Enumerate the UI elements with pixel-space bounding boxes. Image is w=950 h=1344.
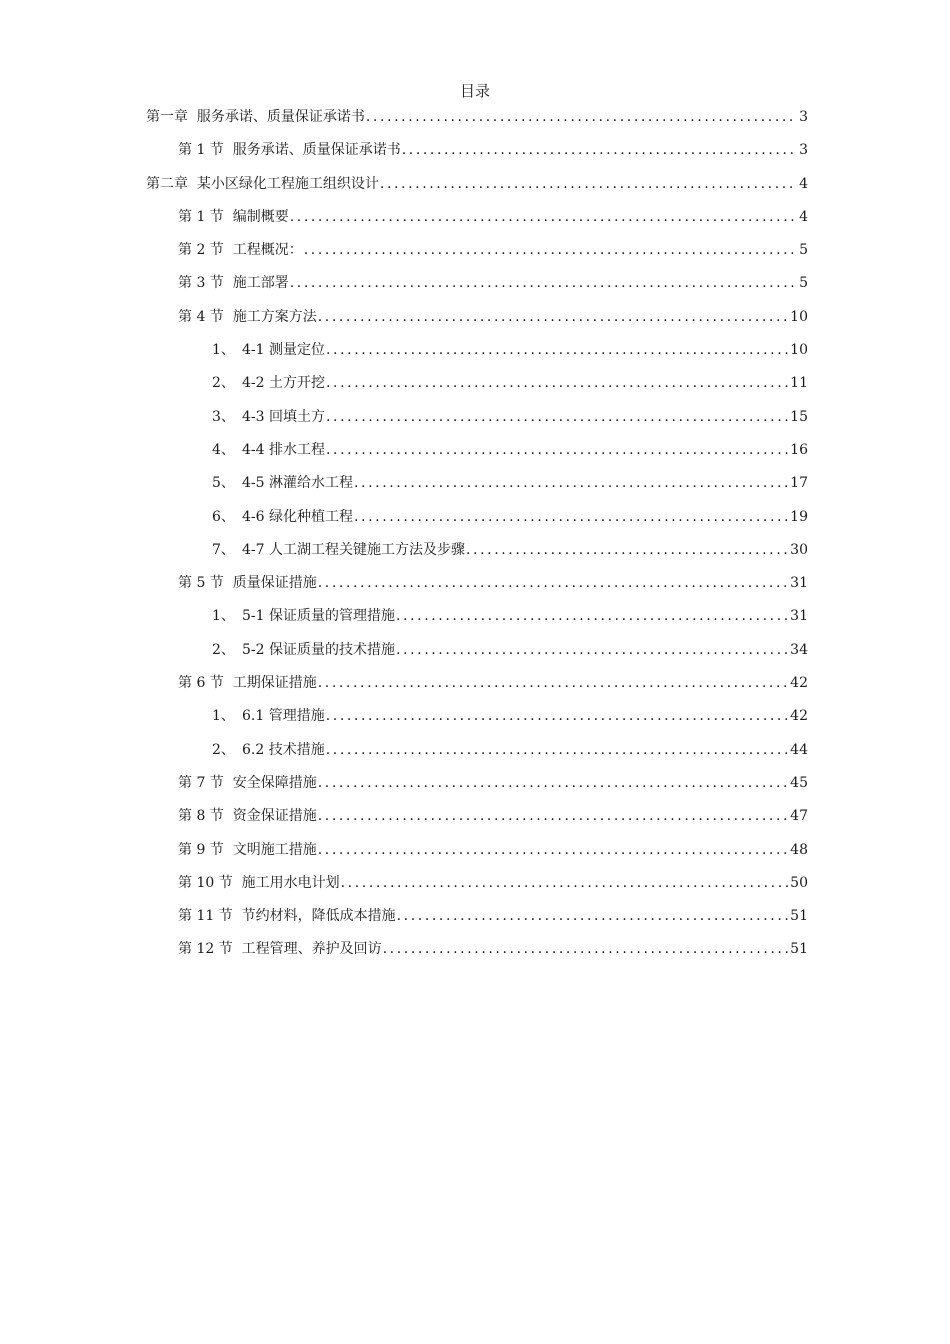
toc-entry-spacer: [224, 572, 233, 594]
toc-dot-leader: [326, 705, 788, 727]
toc-dot-leader: [290, 272, 797, 294]
toc-entry-spacer: [224, 206, 233, 228]
toc-entry-number: 3、: [212, 408, 235, 425]
toc-dot-leader: [466, 539, 788, 561]
toc-entry[interactable]: [146, 506, 808, 539]
toc-entry-spacer: [224, 239, 233, 261]
toc-entry-number: 5、: [212, 475, 235, 492]
toc-entry-page-number: 15: [790, 408, 808, 425]
toc-entry-page-number: 5: [799, 242, 808, 259]
toc-entry-title: 5-2 保证质量的技术措施: [242, 641, 395, 658]
toc-title: 目录: [459, 82, 490, 100]
toc-entry-page-number: 11: [790, 375, 808, 392]
toc-entry-page-number: 4: [799, 208, 808, 225]
toc-entry[interactable]: [146, 705, 808, 738]
toc-entry-page-number: 45: [790, 774, 808, 791]
toc-entry-title: 施工方案方法: [232, 308, 317, 325]
toc-entry-page-number: 34: [790, 641, 808, 658]
toc-entry[interactable]: [146, 772, 808, 805]
toc-entry[interactable]: [146, 239, 808, 272]
toc-dot-leader: [326, 439, 788, 461]
toc-entry-number: 第 6 节: [178, 675, 224, 692]
toc-entry[interactable]: [146, 539, 808, 572]
toc-entry-title: 安全保障措施: [232, 774, 317, 791]
toc-entry-number: 第 7 节: [178, 774, 224, 791]
toc-entry-number: 第 3 节: [178, 275, 224, 292]
toc-entry-title: 4-6 绿化种植工程: [242, 508, 353, 525]
toc-entry[interactable]: [146, 639, 808, 672]
toc-entry-title: 工程管理、养护及回访: [241, 941, 382, 958]
toc-entry-number: 2、: [212, 741, 235, 758]
toc-entry-number: 第 10 节: [178, 874, 233, 891]
toc-entry-spacer: [233, 938, 242, 960]
toc-dot-leader: [380, 173, 797, 195]
toc-dot-leader: [402, 139, 797, 161]
toc-entry-number: 第一章: [146, 109, 188, 125]
toc-entry-spacer: [224, 805, 233, 827]
toc-entry-spacer: [233, 872, 242, 894]
toc-entry-title: 6.2 技术措施: [242, 741, 325, 758]
toc-entry[interactable]: [146, 672, 808, 705]
toc-entry-title: 施工部署: [232, 275, 289, 292]
toc-entry[interactable]: [146, 805, 808, 838]
toc-dot-leader: [326, 406, 788, 428]
toc-entry[interactable]: [146, 905, 808, 938]
toc-dot-leader: [354, 506, 788, 528]
toc-entry-number: 第二章: [146, 175, 188, 192]
toc-entry-page-number: 42: [790, 675, 808, 692]
toc-entry-title: 5-1 保证质量的管理措施: [242, 608, 395, 625]
toc-entry-page-number: 4: [799, 175, 808, 192]
toc-entry[interactable]: [146, 339, 808, 372]
toc-entry[interactable]: [146, 106, 808, 139]
toc-entry[interactable]: [146, 139, 808, 172]
toc-dot-leader: [341, 872, 789, 894]
toc-entry[interactable]: [146, 206, 808, 239]
toc-dot-leader: [383, 938, 789, 960]
toc-entry-number: 6、: [212, 508, 235, 525]
toc-entry-title: 4-1 测量定位: [242, 342, 325, 359]
toc-entry-number: 第 4 节: [178, 308, 224, 325]
toc-entry-title: 质量保证措施: [232, 575, 317, 592]
toc-entry-title: 服务承诺、质量保证承诺书: [196, 109, 365, 125]
toc-entry-page-number: 3: [799, 142, 808, 159]
toc-dot-leader: [326, 372, 788, 394]
toc-entry-number: 第 1 节: [178, 208, 224, 225]
toc-entry-page-number: 31: [790, 608, 808, 625]
toc-entry[interactable]: [146, 173, 808, 206]
toc-entry-number: 第 12 节: [178, 941, 233, 958]
toc-dot-leader: [326, 739, 788, 761]
toc-entry-title: 4-5 淋灌给水工程: [242, 475, 353, 492]
toc-entry-page-number: 51: [790, 908, 808, 925]
toc-entry-page-number: 10: [790, 342, 808, 359]
toc-entry-spacer: [224, 306, 233, 328]
toc-entry-title: 编制概要: [232, 208, 289, 225]
toc-dot-leader: [396, 639, 788, 661]
toc-entry-page-number: 17: [790, 475, 808, 492]
table-of-contents: [146, 106, 808, 972]
toc-entry-number: 第 1 节: [178, 142, 224, 159]
toc-dot-leader: [396, 605, 788, 627]
toc-entry-number: 1、: [212, 608, 235, 625]
toc-dot-leader: [318, 306, 788, 328]
toc-entry-spacer: [233, 905, 242, 927]
toc-entry[interactable]: [146, 439, 808, 472]
toc-entry-title: 6.1 管理措施: [242, 708, 325, 725]
toc-dot-leader: [354, 472, 788, 494]
toc-dot-leader: [318, 805, 788, 827]
toc-entry-page-number: 42: [790, 708, 808, 725]
toc-entry-number: 2、: [212, 641, 235, 658]
toc-entry[interactable]: [146, 472, 808, 505]
toc-entry-title: 工期保证措施: [232, 675, 317, 692]
toc-entry[interactable]: [146, 306, 808, 339]
toc-entry-number: 7、: [212, 541, 235, 558]
toc-entry-title: 4-4 排水工程: [242, 441, 325, 458]
toc-entry-number: 第 5 节: [178, 575, 224, 592]
toc-entry-page-number: 31: [790, 575, 808, 592]
toc-entry-page-number: 47: [790, 808, 808, 825]
toc-entry[interactable]: [146, 406, 808, 439]
toc-entry[interactable]: [146, 272, 808, 305]
toc-entry-spacer: [224, 772, 233, 794]
toc-entry-page-number: 19: [790, 508, 808, 525]
toc-entry-spacer: [224, 672, 233, 694]
toc-entry[interactable]: [146, 872, 808, 905]
toc-entry-title: 资金保证措施: [232, 808, 317, 825]
toc-entry-title: 节约材料，降低成本措施: [241, 908, 396, 925]
toc-entry-page-number: 10: [790, 308, 808, 325]
toc-entry-number: 4、: [212, 441, 235, 458]
toc-entry-spacer: [188, 106, 197, 128]
toc-entry-number: 1、: [212, 708, 235, 725]
toc-entry[interactable]: [146, 372, 808, 405]
toc-entry-title: 4-7 人工湖工程关键施工方法及步骤: [242, 541, 465, 558]
toc-entry[interactable]: [146, 739, 808, 772]
toc-entry-page-number: 16: [790, 441, 808, 458]
toc-entry-number: 第 9 节: [178, 841, 224, 858]
toc-entry-page-number: 50: [790, 874, 808, 891]
toc-entry-page-number: 51: [790, 941, 808, 958]
toc-entry[interactable]: [146, 839, 808, 872]
toc-entry-title: 4-2 土方开挖: [242, 375, 325, 392]
toc-entry-spacer: [224, 839, 233, 861]
toc-entry-title: 服务承诺、质量保证承诺书: [232, 142, 401, 159]
toc-dot-leader: [318, 839, 788, 861]
toc-entry-number: 第 2 节: [178, 242, 224, 259]
toc-entry[interactable]: [146, 938, 808, 971]
toc-entry-title: 文明施工措施: [232, 841, 317, 858]
toc-entry-title: 工程概况：: [232, 242, 303, 259]
toc-entry-number: 第 8 节: [178, 808, 224, 825]
toc-entry-number: 2、: [212, 375, 235, 392]
toc-entry-page-number: 30: [790, 541, 808, 558]
toc-entry-spacer: [188, 173, 197, 195]
toc-dot-leader: [326, 339, 788, 361]
toc-dot-leader: [290, 206, 797, 228]
toc-entry-title: 施工用水电计划: [241, 874, 340, 891]
toc-dot-leader: [304, 239, 797, 261]
toc-dot-leader: [318, 572, 788, 594]
toc-entry-page-number: 5: [799, 275, 808, 292]
toc-entry-number: 第 11 节: [178, 908, 233, 925]
toc-entry[interactable]: [146, 572, 808, 605]
toc-entry-title: 4-3 回填土方: [242, 408, 325, 425]
toc-entry-page-number: 3: [799, 109, 808, 125]
toc-entry-page-number: 48: [790, 841, 808, 858]
toc-entry-spacer: [224, 272, 233, 294]
toc-dot-leader: [318, 672, 788, 694]
toc-entry-spacer: [224, 139, 233, 161]
toc-dot-leader: [397, 905, 789, 927]
toc-entry-page-number: 44: [790, 741, 808, 758]
toc-dot-leader: [318, 772, 788, 794]
toc-dot-leader: [366, 106, 797, 128]
toc-entry-title: 某小区绿化工程施工组织设计: [196, 175, 379, 192]
toc-entry-number: 1、: [212, 342, 235, 359]
toc-entry[interactable]: [146, 605, 808, 638]
